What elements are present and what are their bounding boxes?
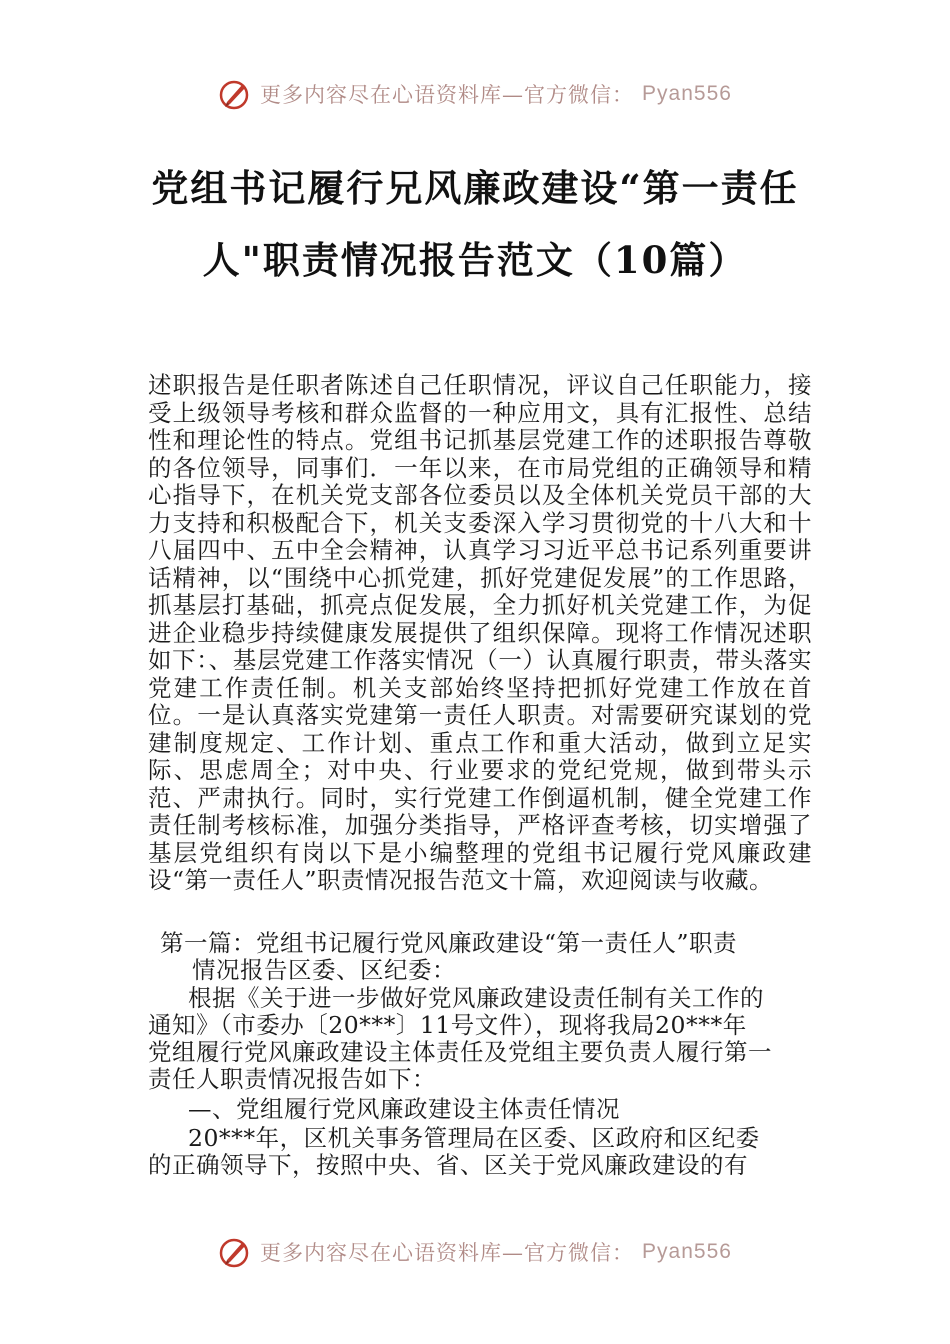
intro-paragraph: 述职报告是任职者陈述自己任职情况，评议自己任职能力，接受上级领导考核和群众监督的一种应用文，具有汇报性、总结性和理论性的特点。党组书记抓基层党建工作的述职报告尊敬的各位领导，同事们．一年以来，在市局党组的正确领导和精心指导下，在机关党支部各位委员以及全体机关党员干部的大力支持和积极配合下，机关支委深入学习贯彻党的十八大和十八届四中、五中全会精神，认真学习习近平总书记系列重要讲话精神，以“围绕中心抓党建，抓好党建促发展”的工作思路，抓基层打基础，抓亮点促发展，全力抓好机关党建工作，为促进企业稳步持续健康发展提供了组织保障。现将工作情况述职如下：、基层党建工作落实情况（一）认真履行职责，带头落实党建工作责任制。机关支部始终坚持把抓好党建工作放在首位。一是认真落实党建第一责任人职责。对需要研究谋划的党建制度规定、工作计划、重点工作和重大活动，做到立足实际、思虑周全；对中央、行业要求的党纪党规，做到带头示范、严肃执行。同时，实行党建工作倒逼机制，健全党建工作责任制考核标准，加强分类指导，严格评查考核，切实增强了基层党组织有岗以下是小编整理的党组书记履行党风廉政建设“第一责任人”职责情况报告范文十篇，欢迎阅读与收藏。 xyxy=(148,371,812,894)
banner-text: 更多内容尽在心语资料库—官方微信： xyxy=(260,1241,635,1265)
pen-logo-icon xyxy=(218,77,252,111)
section-1-paragraph-line: 党组履行党风廉政建设主体责任及党组主要负责人履行第一 xyxy=(148,1038,772,1066)
banner-wechat-id: Pyan556 xyxy=(642,1240,732,1263)
section-1-paragraph-line: 通知》（市委办〔20***〕11号文件），现将我局20***年 xyxy=(148,1011,747,1039)
section-1-paragraph-2-line: 20***年，区机关事务管理局在区委、区政府和区纪委 xyxy=(188,1124,760,1152)
pen-logo-icon xyxy=(218,1235,252,1269)
section-1-paragraph-line: 根据《关于进一步做好党风廉政建设责任制有关工作的 xyxy=(188,984,764,1012)
banner-wechat-id: Pyan556 xyxy=(642,82,732,105)
section-1-heading-line-2: 情况报告区委、区纪委： xyxy=(192,956,456,984)
footer-banner xyxy=(0,1230,950,1274)
section-1-paragraph-2-line: 的正确领导下，按照中央、省、区关于党风廉政建设的有 xyxy=(148,1151,748,1179)
section-1-paragraph-line: 责任人职责情况报告如下： xyxy=(148,1065,436,1093)
header-banner xyxy=(0,72,950,116)
banner-text: 更多内容尽在心语资料库—官方微信： xyxy=(260,83,635,107)
section-1-subheading: —、党组履行党风廉政建设主体责任情况 xyxy=(188,1095,620,1123)
section-1-heading-line-1: 第一篇：党组书记履行党风廉政建设“第一责任人”职责 xyxy=(160,929,738,957)
document-title-line-1: 党组书记履行兄风廉政建设“第一责任 xyxy=(151,166,799,210)
document-title-line-2: 人"职责情况报告范文（10篇） xyxy=(202,238,748,282)
